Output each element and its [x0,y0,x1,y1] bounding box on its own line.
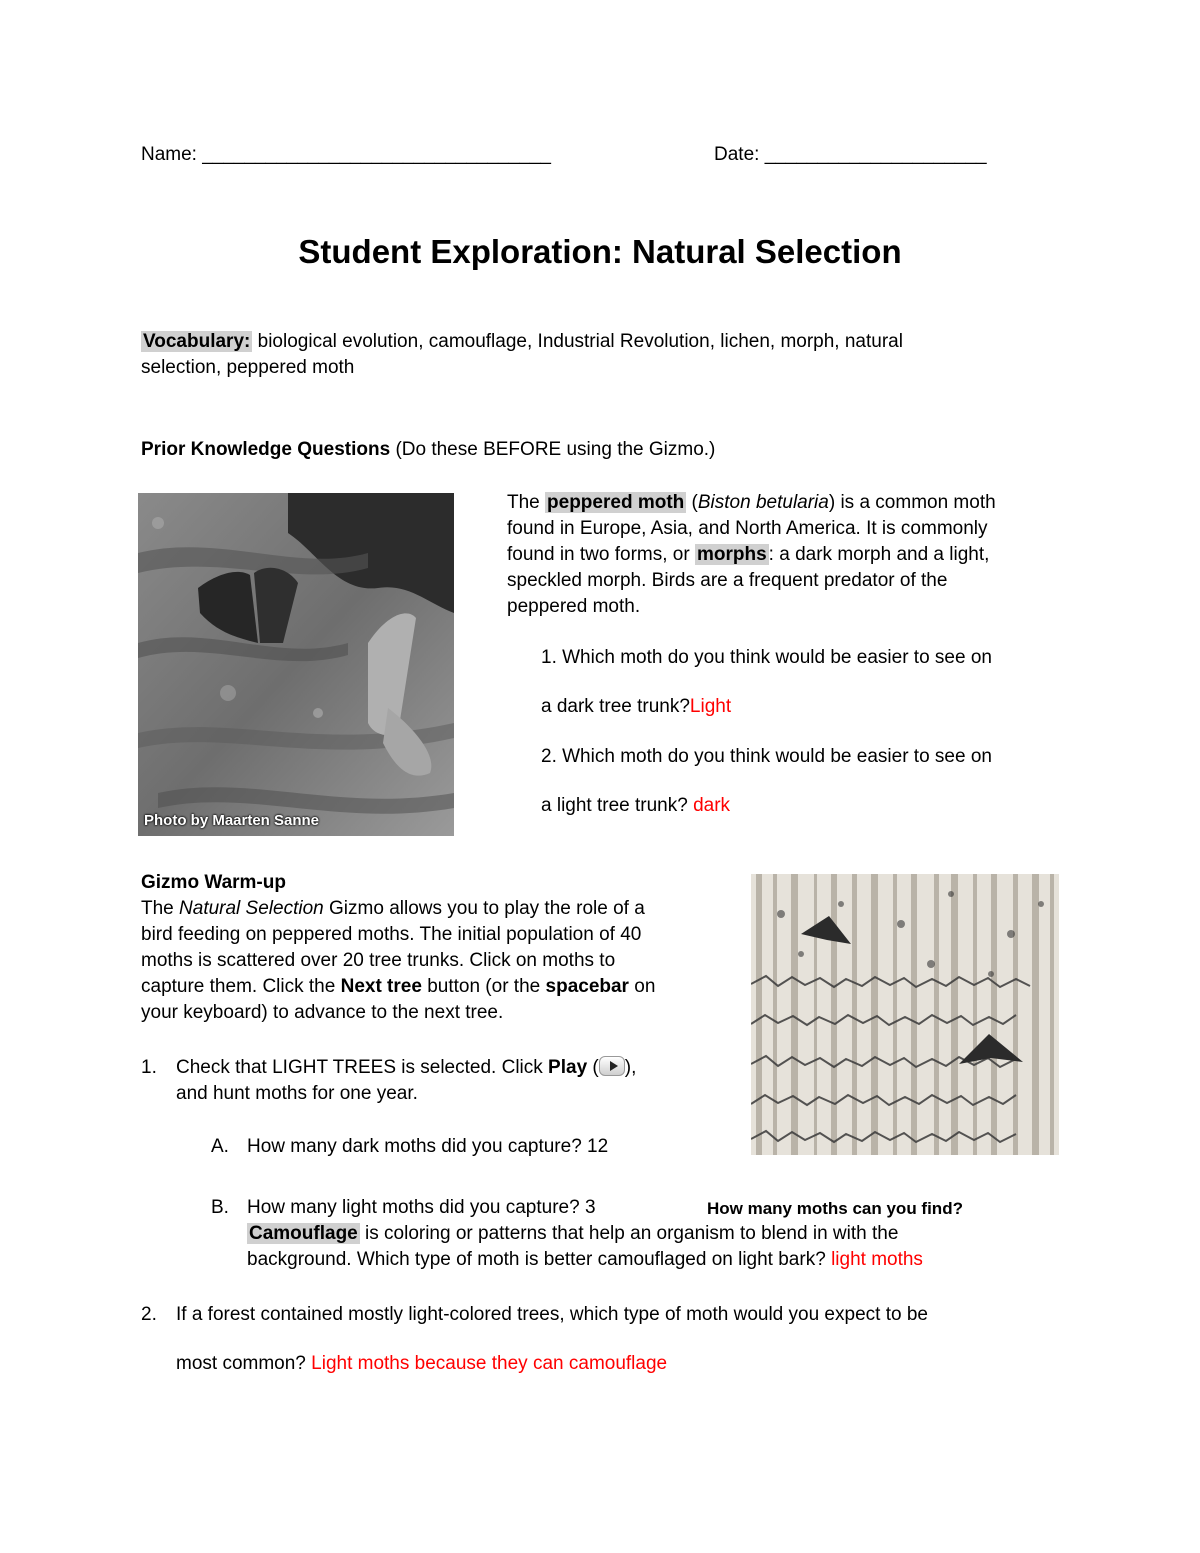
intro-text: found in two forms, or [507,544,690,565]
warmup-text: button (or the [427,976,541,997]
item-b-text: background. Which type of moth is better camouflaged on light bark? [247,1249,826,1270]
vocabulary-line-1: biological evolution, camouflage, Industrial Revolution, lichen, morph, natural [257,331,903,352]
question-2-answer[interactable]: dark [693,795,731,816]
warmup-text: Gizmo allows you to play the role of a [329,898,645,919]
prior-heading-text: Prior Knowledge Questions [141,439,391,460]
question-2-line-2 [541,793,730,819]
warmup-line-3: moths is scattered over 20 tree trunks. Click on moths to [141,950,616,971]
species-name: Biston betularia [697,492,829,513]
vocabulary-block [141,329,1041,381]
prior-knowledge-heading [141,437,715,463]
item-1-text: ( [592,1057,599,1078]
item-1-line-2: and hunt moths for one year. [176,1083,418,1104]
name-line [141,142,551,168]
moth-photo [138,493,454,836]
date-blank[interactable]: _____________________ [764,144,987,165]
photo-credit: Photo by Maarten Sanne [144,812,320,829]
item-a: How many dark moths did you capture? 12 [247,1136,609,1157]
next-tree-term: Next tree [340,976,422,997]
image-caption: How many moths can you find? [707,1199,963,1218]
question-1-line-1: 1. Which moth do you think would be easier to see on [541,647,992,668]
play-term: Play [548,1057,588,1078]
intro-text: ) is a common moth [828,492,996,513]
name-blank[interactable]: _________________________________ [202,144,551,165]
question-2-line-1: 2. Which moth do you think would be easier to see on [541,746,992,767]
prior-note: (Do these BEFORE using the Gizmo.) [395,439,716,460]
item-b-answer[interactable]: light moths [831,1249,923,1270]
intro-line-5: peppered moth. [507,596,641,617]
question-2-text: a light tree trunk? [541,795,688,816]
question-1-line-2 [541,694,731,720]
item-2-line-2 [176,1351,667,1377]
item-2-answer[interactable]: Light moths because they can camouflage [311,1353,668,1374]
vocabulary-label: Vocabulary: [143,331,251,352]
item-b-line-1: How many light moths did you capture? 3 [247,1197,596,1218]
warmup-block [141,870,741,1026]
item-b [247,1195,1067,1273]
date-line [714,142,987,168]
intro-text: The [507,492,540,513]
warmup-text: capture them. Click the [141,976,336,997]
item-1 [176,1055,736,1107]
camouflage-image [751,874,1059,1155]
item-1-number: 1. [141,1057,157,1078]
intro-text: : a dark morph and a light, [768,544,990,565]
moth-photo-image [138,493,454,836]
term-camouflage: Camouflage [249,1223,358,1244]
question-1-answer[interactable]: Light [689,696,732,717]
intro-line-4: speckled morph. Birds are a frequent predator of the [507,570,948,591]
item-a-letter: A. [211,1136,229,1157]
name-label: Name: [141,144,197,165]
item-b-letter: B. [211,1197,229,1218]
warmup-line-5: your keyboard) to advance to the next tree. [141,1002,504,1023]
spacebar-term: spacebar [545,976,629,997]
warmup-text: The [141,898,174,919]
term-peppered-moth: peppered moth [547,492,685,513]
camouflage-image-art [751,874,1059,1155]
warmup-heading: Gizmo Warm-up [141,872,286,893]
intro-text: ( [691,492,698,513]
term-morphs: morphs [696,544,767,565]
item-2-text: most common? [176,1353,306,1374]
warmup-line-2: bird feeding on peppered moths. The initial population of 40 [141,924,642,945]
item-2-line-1: If a forest contained mostly light-colored trees, which type of moth would you expect to be [176,1304,928,1325]
item-1-text: Check that LIGHT TREES is selected. Click [176,1057,543,1078]
play-button-icon[interactable] [599,1056,625,1076]
intro-paragraph [507,490,1067,620]
item-1-text: ), [624,1057,637,1078]
warmup-text: on [634,976,656,997]
gizmo-name: Natural Selection [179,898,324,919]
page-title: Student Exploration: Natural Selection [298,233,902,270]
intro-line-2: found in Europe, Asia, and North America. It is commonly [507,518,988,539]
question-1-text: a dark tree trunk? [541,696,690,717]
date-label: Date: [714,144,760,165]
item-b-text: is coloring or patterns that help an organism to blend in with the [365,1223,899,1244]
vocabulary-line-2: selection, peppered moth [141,357,355,378]
item-2-number: 2. [141,1304,157,1325]
